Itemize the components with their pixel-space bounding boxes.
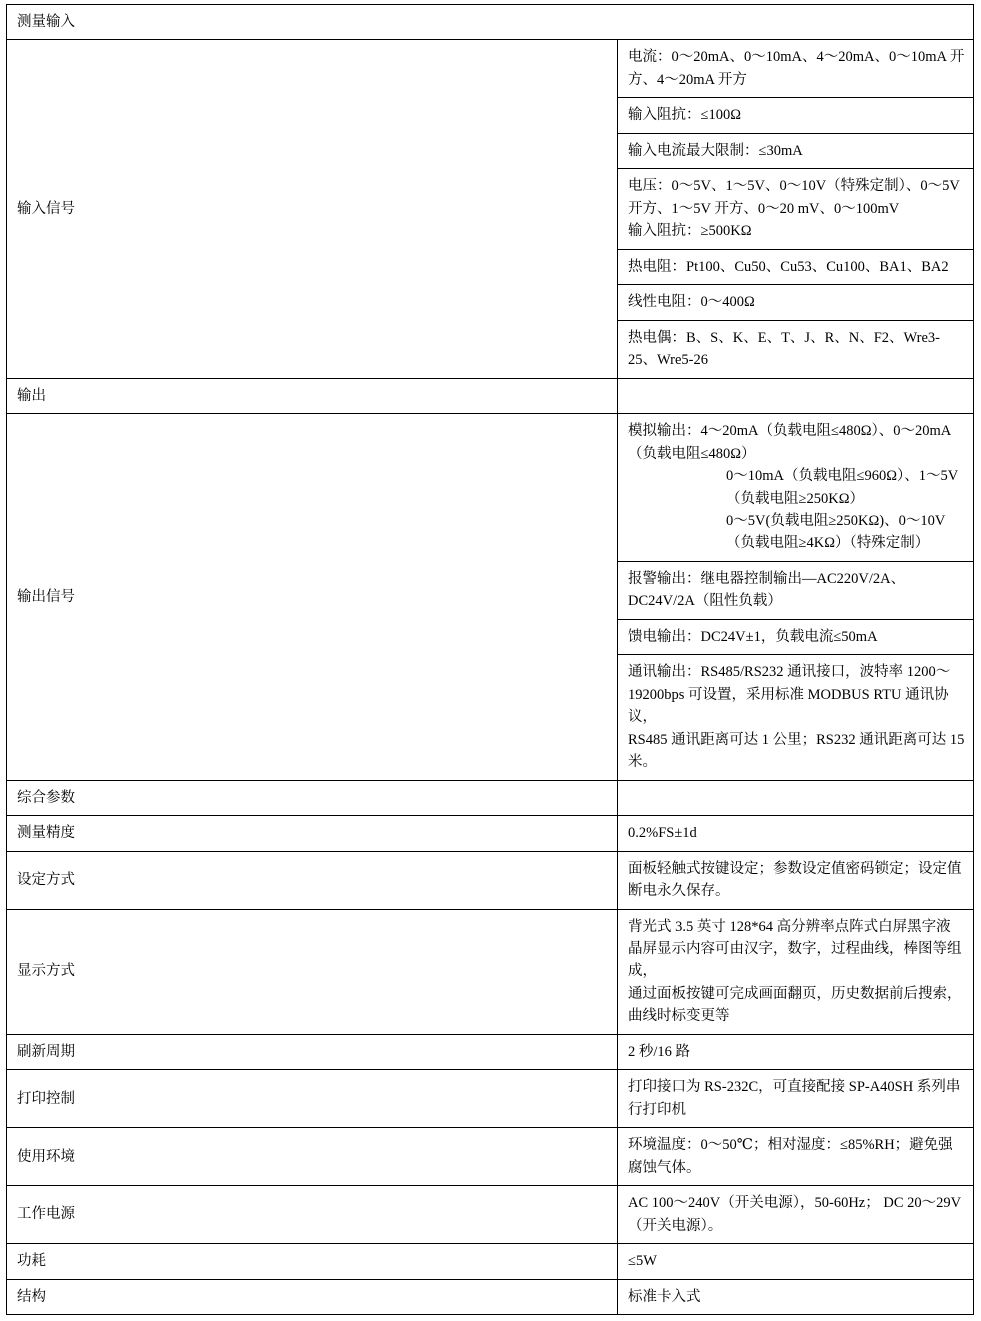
input-impedance-voltage-line: 输入阻抗：≥500KΩ bbox=[628, 223, 752, 240]
row-value-power-supply: AC 100～240V（开关电源），50-60Hz； DC 20～29V（开关电源）。 bbox=[618, 1186, 974, 1244]
analog-output-line-1: 模拟输出：4～20mA（负载电阻≤480Ω）、0～20mA（负载电阻≤480Ω） bbox=[628, 423, 952, 462]
list-item bbox=[618, 169, 973, 249]
table-row bbox=[7, 1186, 974, 1244]
analog-output-line-2: 0～10mA（负载电阻≤960Ω）、1～5V（负载电阻≥250KΩ） bbox=[726, 468, 959, 507]
row-value-operating-environment: 环境温度：0～50℃；相对湿度：≤85%RH；避免强腐蚀气体。 bbox=[618, 1128, 974, 1186]
table-row bbox=[7, 909, 974, 1034]
communication-output-line-1: 通讯输出：RS485/RS232 通讯接口，波特率 1200～19200bps 可设置，采用标准 MODBUS RTU 通讯协议， bbox=[628, 664, 951, 726]
input-rtd-line: 热电阻：Pt100、Cu50、Cu53、Cu100、BA1、BA2 bbox=[628, 258, 949, 275]
row-value-input-signal bbox=[618, 40, 974, 378]
section-title-measurement-input: 测量输入 bbox=[7, 5, 974, 40]
row-value-general-parameters bbox=[618, 780, 974, 815]
table-row bbox=[7, 378, 974, 413]
list-item bbox=[618, 40, 973, 97]
input-impedance-current-line: 输入阻抗：≤100Ω bbox=[628, 107, 741, 124]
input-linear-resistance-line: 线性电阻：0～400Ω bbox=[628, 294, 755, 311]
row-value-measurement-accuracy: 0.2%FS±1d bbox=[618, 816, 974, 851]
output-signal-groups bbox=[618, 414, 973, 780]
row-label-operating-environment: 使用环境 bbox=[7, 1128, 618, 1186]
list-item bbox=[618, 655, 973, 780]
power-feed-output-line: 馈电输出：DC24V±1，负载电流≤50mA bbox=[628, 628, 878, 645]
table-row bbox=[7, 1279, 974, 1314]
row-value-setting-method: 面板轻触式按键设定；参数设定值密码锁定；设定值断电永久保存。 bbox=[618, 851, 974, 909]
list-item bbox=[618, 98, 973, 133]
list-item bbox=[618, 619, 973, 654]
specification-table bbox=[6, 4, 974, 1315]
row-label-setting-method: 设定方式 bbox=[7, 851, 618, 909]
input-voltage-line: 电压：0～5V、1～5V、0～10V（特殊定制）、0～5V 开方、1～5V 开方、0～20 mV、0～100mV bbox=[628, 178, 960, 217]
row-value-display-method bbox=[618, 909, 974, 1034]
row-label-power-supply: 工作电源 bbox=[7, 1186, 618, 1244]
row-label-display-method: 显示方式 bbox=[7, 909, 618, 1034]
input-thermocouple-line: 热电偶：B、S、K、E、T、J、R、N、F2、Wre3-25、Wre5-26 bbox=[628, 329, 940, 369]
row-label-output: 输出 bbox=[7, 378, 618, 413]
table-row bbox=[7, 1070, 974, 1128]
row-value-print-control: 打印接口为 RS-232C，可直接配接 SP-A40SH 系列串行打印机 bbox=[618, 1070, 974, 1128]
list-item bbox=[618, 249, 973, 284]
row-label-refresh-cycle: 刷新周期 bbox=[7, 1034, 618, 1069]
row-label-output-signal: 输出信号 bbox=[7, 414, 618, 781]
row-label-print-control: 打印控制 bbox=[7, 1070, 618, 1128]
list-item bbox=[618, 285, 973, 320]
list-item bbox=[618, 133, 973, 168]
row-label-power-consumption: 功耗 bbox=[7, 1244, 618, 1279]
table-row bbox=[7, 414, 974, 781]
row-label-structure: 结构 bbox=[7, 1279, 618, 1314]
table-row bbox=[7, 816, 974, 851]
row-label-input-signal: 输入信号 bbox=[7, 40, 618, 378]
input-current-line: 电流：0～20mA、0～10mA、4～20mA、0～10mA 开方、4～20mA 开方 bbox=[628, 49, 965, 88]
row-value-output-signal bbox=[618, 414, 974, 781]
input-signal-groups bbox=[618, 40, 973, 377]
display-method-line-1: 背光式 3.5 英寸 128*64 高分辨率点阵式白屏黑字液晶屏显示内容可由汉字，数字，过程曲线，棒图等组成， bbox=[628, 918, 962, 980]
row-value-power-consumption: ≤5W bbox=[618, 1244, 974, 1279]
communication-output-line-2: RS485 通讯距离可达 1 公里；RS232 通讯距离可达 15 米。 bbox=[628, 731, 965, 771]
table-row bbox=[7, 1128, 974, 1186]
list-item bbox=[618, 414, 973, 561]
row-value-structure: 标准卡入式 bbox=[618, 1279, 974, 1314]
table-row bbox=[7, 5, 974, 40]
display-method-line-2: 通过面板按键可完成画面翻页，历史数据前后搜索，曲线时标变更等 bbox=[628, 985, 962, 1025]
row-value-output bbox=[618, 378, 974, 413]
input-current-max-limit-line: 输入电流最大限制：≤30mA bbox=[628, 142, 803, 159]
row-label-general-parameters: 综合参数 bbox=[7, 780, 618, 815]
table-row bbox=[7, 780, 974, 815]
list-item bbox=[618, 561, 973, 619]
table-row bbox=[7, 851, 974, 909]
table-row bbox=[7, 1034, 974, 1069]
analog-output-line-3: 0～5V(负载电阻≥250KΩ)、0～10V（负载电阻≥4KΩ）（特殊定制） bbox=[726, 512, 946, 552]
list-item bbox=[618, 320, 973, 377]
row-value-refresh-cycle: 2 秒/16 路 bbox=[618, 1034, 974, 1069]
table-row bbox=[7, 40, 974, 378]
row-label-measurement-accuracy: 测量精度 bbox=[7, 816, 618, 851]
table-row bbox=[7, 1244, 974, 1279]
alarm-output-line: 报警输出：继电器控制输出—AC220V/2A、DC24V/2A（阻性负载） bbox=[628, 570, 906, 610]
